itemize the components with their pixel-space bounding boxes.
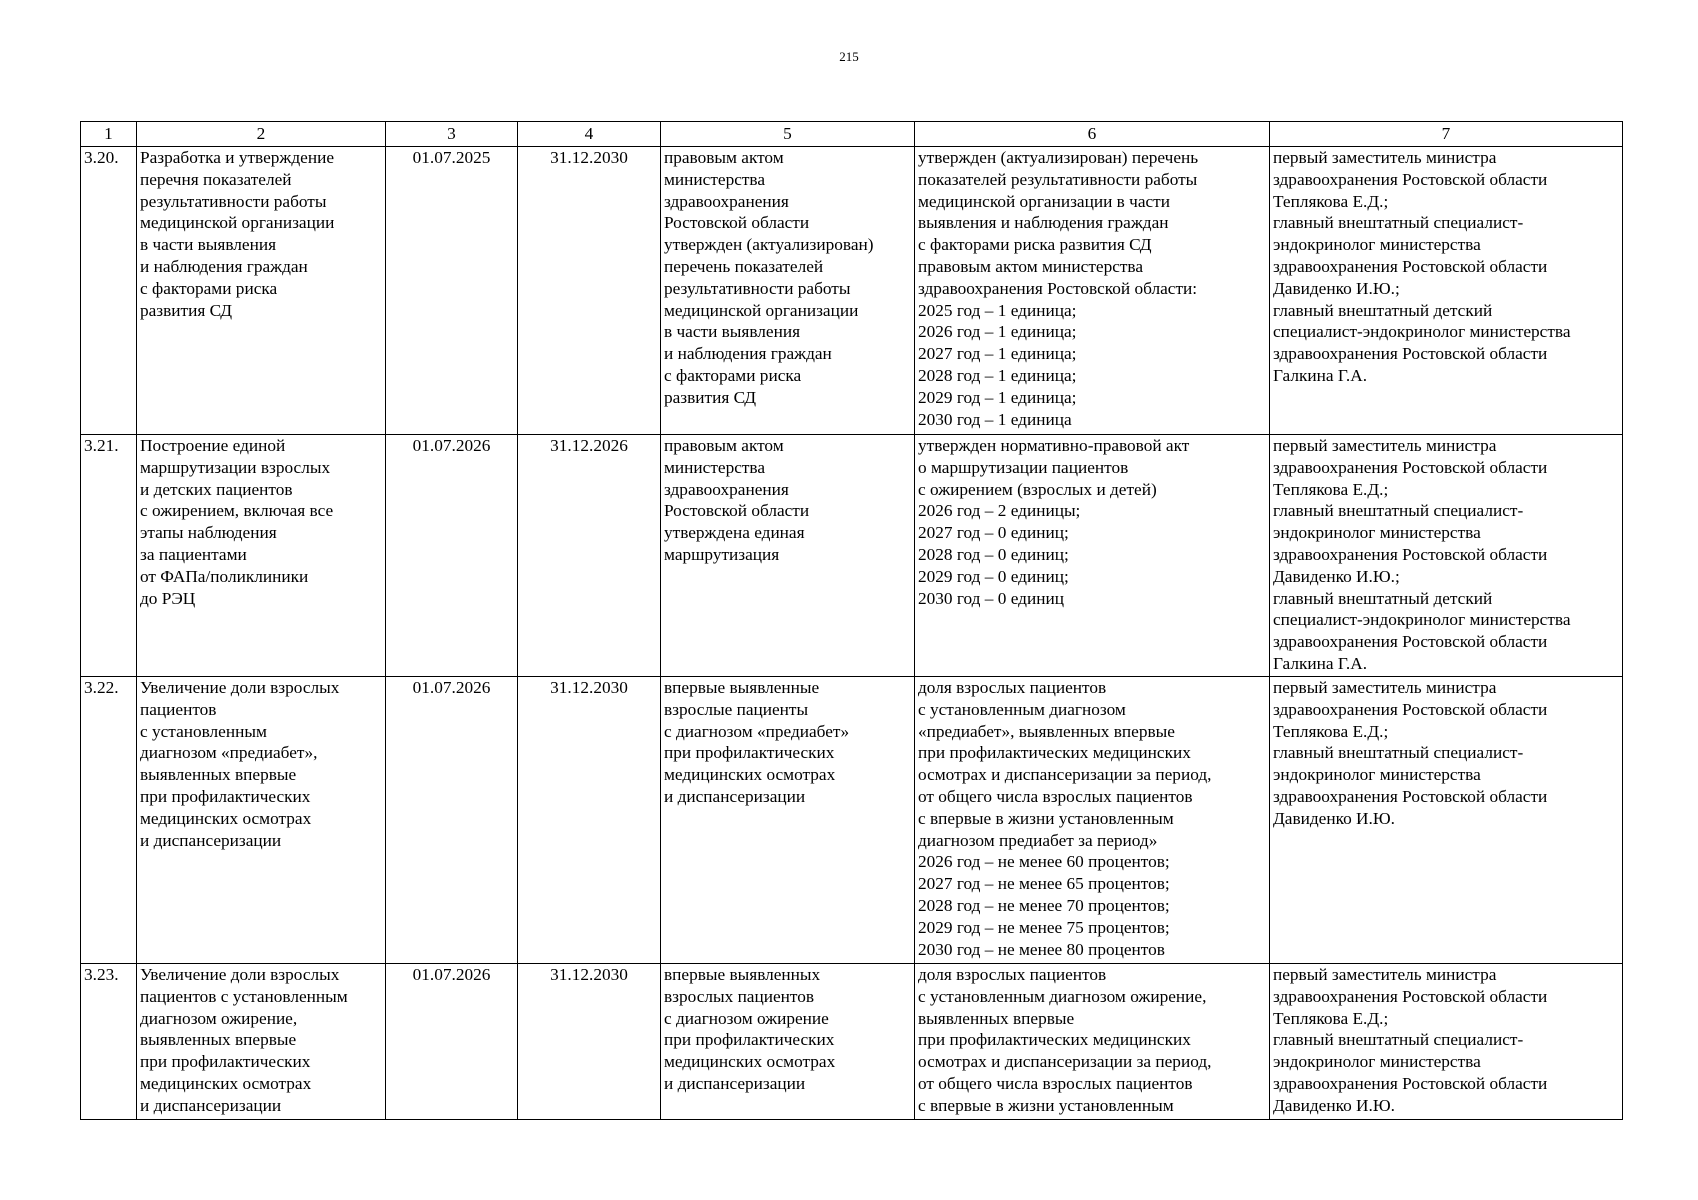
cell-line: главный внештатный детский: [1273, 300, 1493, 320]
cell-line: осмотрах и диспансеризации за период,: [918, 765, 1212, 785]
col-header-2: 2: [137, 122, 386, 147]
measure-name: [137, 964, 386, 1120]
cell-line: здравоохранения Ростовской области: [1273, 344, 1548, 364]
cell-line: здравоохранения Ростовской области: [1273, 256, 1548, 276]
start-date: 01.07.2026: [386, 677, 518, 964]
start-date: 01.07.2025: [386, 147, 518, 435]
cell-line: главный внештатный специалист-: [1273, 213, 1524, 233]
col-header-7: 7: [1270, 122, 1623, 147]
cell-line: в части выявления: [664, 322, 801, 342]
measure-name: [137, 435, 386, 677]
cell-line: министерства: [664, 169, 766, 189]
cell-line: при профилактических медицинских: [918, 743, 1191, 763]
col-header-4: 4: [518, 122, 661, 147]
indicator: [915, 435, 1270, 677]
cell-line: с факторами риска: [664, 365, 802, 385]
cell-line: здравоохранения: [664, 479, 789, 499]
cell-line: 2030 год – 0 единиц: [918, 588, 1064, 608]
cell-line: 2029 год – 1 единица;: [918, 387, 1077, 407]
cell-line: здравоохранения Ростовской области:: [918, 278, 1198, 298]
cell-line: выявленных впервые: [140, 1030, 297, 1050]
cell-line: результативности работы: [664, 278, 851, 298]
start-date: 01.07.2026: [386, 964, 518, 1120]
cell-line: здравоохранения Ростовской области: [1273, 632, 1548, 652]
cell-line: маршрутизация: [664, 544, 780, 564]
cell-line: маршрутизации взрослых: [140, 457, 331, 477]
cell-line: здравоохранения Ростовской области: [1273, 1073, 1548, 1093]
measure-name: [137, 147, 386, 435]
cell-line: Ростовской области: [664, 213, 810, 233]
cell-line: от ФАПа/поликлиники: [140, 566, 309, 586]
cell-line: впервые выявленные: [664, 678, 820, 697]
cell-line: специалист-эндокринолог министерства: [1273, 322, 1571, 342]
cell-line: Построение единой: [140, 436, 286, 455]
cell-line: утвержден (актуализирован) перечень: [918, 148, 1199, 167]
cell-line: доля взрослых пациентов: [918, 678, 1107, 697]
cell-line: 2028 год – 1 единица;: [918, 365, 1077, 385]
cell-line: 2030 год – 1 единица: [918, 409, 1072, 429]
cell-line: главный внештатный специалист-: [1273, 1030, 1524, 1050]
cell-line: здравоохранения Ростовской области: [1273, 544, 1548, 564]
cell-line: медицинской организации: [140, 213, 335, 233]
cell-line: с факторами риска развития СД: [918, 235, 1152, 255]
row-number: 3.23.: [81, 964, 137, 1120]
cell-line: здравоохранения Ростовской области: [1273, 786, 1548, 806]
cell-line: здравоохранения Ростовской области: [1273, 986, 1548, 1006]
cell-line: при профилактических: [664, 743, 835, 763]
cell-line: с установленным диагнозом: [918, 699, 1126, 719]
cell-line: при профилактических медицинских: [918, 1030, 1191, 1050]
cell-line: Галкина Г.А.: [1273, 653, 1368, 673]
cell-line: здравоохранения Ростовской области: [1273, 457, 1548, 477]
cell-line: медицинских осмотрах: [140, 1073, 312, 1093]
cell-line: здравоохранения Ростовской области: [1273, 169, 1548, 189]
measure-name: [137, 677, 386, 964]
row-number: 3.21.: [81, 435, 137, 677]
cell-line: от общего числа взрослых пациентов: [918, 786, 1193, 806]
cell-line: главный внештатный специалист-: [1273, 501, 1524, 521]
cell-line: доля взрослых пациентов: [918, 965, 1107, 984]
cell-line: «предиабет», выявленных впервые: [918, 721, 1175, 741]
responsible-persons: [1270, 147, 1623, 435]
cell-line: Давиденко И.Ю.;: [1273, 566, 1400, 586]
cell-line: Давиденко И.Ю.: [1273, 1095, 1395, 1115]
cell-line: 2026 год – 1 единица;: [918, 322, 1077, 342]
cell-line: в части выявления: [140, 235, 277, 255]
start-date: 01.07.2026: [386, 435, 518, 677]
cell-line: с установленным диагнозом ожирение,: [918, 986, 1207, 1006]
expected-result: [661, 677, 915, 964]
cell-line: Увеличение доли взрослых: [140, 965, 340, 984]
cell-line: перечня показателей: [140, 169, 292, 189]
cell-line: пациентов: [140, 699, 217, 719]
cell-line: первый заместитель министра: [1273, 678, 1497, 697]
page-number: 215: [839, 49, 859, 64]
cell-line: до РЭЦ: [140, 588, 196, 608]
header-row: [81, 122, 1623, 147]
cell-line: 2026 год – 2 единицы;: [918, 501, 1081, 521]
cell-line: с диагнозом ожирение: [664, 1008, 829, 1028]
cell-line: эндокринолог министерства: [1273, 235, 1481, 255]
cell-line: 2029 год – не менее 75 процентов;: [918, 917, 1170, 937]
indicator: [915, 677, 1270, 964]
table-row: [81, 147, 1623, 435]
cell-line: эндокринолог министерства: [1273, 523, 1481, 543]
cell-line: медицинской организации в части: [918, 191, 1170, 211]
cell-line: Разработка и утверждение: [140, 148, 335, 167]
cell-line: эндокринолог министерства: [1273, 765, 1481, 785]
cell-line: Теплякова Е.Д.;: [1273, 1008, 1389, 1028]
col-header-3: 3: [386, 122, 518, 147]
expected-result: [661, 964, 915, 1120]
cell-line: Галкина Г.А.: [1273, 365, 1368, 385]
cell-line: правовым актом: [664, 436, 784, 455]
cell-line: министерства: [664, 457, 766, 477]
cell-line: 2028 год – не менее 70 процентов;: [918, 895, 1170, 915]
cell-line: 2030 год – не менее 80 процентов: [918, 939, 1165, 959]
col-header-5: 5: [661, 122, 915, 147]
cell-line: выявленных впервые: [140, 765, 297, 785]
cell-line: правовым актом: [664, 148, 784, 167]
cell-line: пациентов с установленным: [140, 986, 348, 1006]
cell-line: и наблюдения граждан: [664, 344, 832, 364]
cell-line: Теплякова Е.Д.;: [1273, 721, 1389, 741]
cell-line: с ожирением (взрослых и детей): [918, 479, 1157, 499]
cell-line: Увеличение доли взрослых: [140, 678, 340, 697]
responsible-persons: [1270, 964, 1623, 1120]
cell-line: первый заместитель министра: [1273, 965, 1497, 984]
cell-line: Теплякова Е.Д.;: [1273, 479, 1389, 499]
cell-line: диагнозом «предиабет»,: [140, 743, 318, 763]
cell-line: впервые выявленных: [664, 965, 821, 984]
cell-line: и диспансеризации: [140, 830, 282, 850]
cell-line: перечень показателей: [664, 256, 824, 276]
cell-line: этапы наблюдения: [140, 523, 277, 543]
cell-line: утверждена единая: [664, 523, 805, 543]
cell-line: с установленным: [140, 721, 267, 741]
cell-line: медицинских осмотрах: [140, 808, 312, 828]
expected-result: [661, 147, 915, 435]
cell-line: эндокринолог министерства: [1273, 1052, 1481, 1072]
cell-line: результативности работы: [140, 191, 327, 211]
cell-line: осмотрах и диспансеризации за период,: [918, 1052, 1212, 1072]
responsible-persons: [1270, 435, 1623, 677]
cell-line: 2027 год – 0 единиц;: [918, 523, 1069, 543]
row-number: 3.22.: [81, 677, 137, 964]
responsible-persons: [1270, 677, 1623, 964]
end-date: 31.12.2030: [518, 964, 661, 1120]
cell-line: диагнозом предиабет за период»: [918, 830, 1158, 850]
cell-line: о маршрутизации пациентов: [918, 457, 1129, 477]
cell-line: при профилактических: [140, 1052, 311, 1072]
cell-line: с впервые в жизни установленным: [918, 1095, 1174, 1115]
cell-line: и детских пациентов: [140, 479, 293, 499]
cell-line: и диспансеризации: [140, 1095, 282, 1115]
table-row: [81, 435, 1623, 677]
cell-line: 2029 год – 0 единиц;: [918, 566, 1069, 586]
end-date: 31.12.2030: [518, 677, 661, 964]
cell-line: здравоохранения: [664, 191, 789, 211]
cell-line: 2028 год – 0 единиц;: [918, 544, 1069, 564]
cell-line: показателей результативности работы: [918, 169, 1198, 189]
cell-line: здравоохранения Ростовской области: [1273, 699, 1548, 719]
table-row: [81, 964, 1623, 1120]
cell-line: главный внештатный детский: [1273, 588, 1493, 608]
cell-line: медицинских осмотрах: [664, 765, 836, 785]
cell-line: 2027 год – не менее 65 процентов;: [918, 874, 1170, 894]
cell-line: при профилактических: [140, 786, 311, 806]
row-number: 3.20.: [81, 147, 137, 435]
cell-line: взрослых пациентов: [664, 986, 815, 1006]
cell-line: правовым актом министерства: [918, 256, 1144, 276]
cell-line: развития СД: [664, 387, 757, 407]
cell-line: Давиденко И.Ю.;: [1273, 278, 1400, 298]
expected-result: [661, 435, 915, 677]
cell-line: и диспансеризации: [664, 1073, 806, 1093]
cell-line: утвержден нормативно-правовой акт: [918, 436, 1190, 455]
cell-line: Давиденко И.Ю.: [1273, 808, 1395, 828]
indicator: [915, 147, 1270, 435]
col-header-1: 1: [81, 122, 137, 147]
cell-line: утвержден (актуализирован): [664, 235, 874, 255]
end-date: 31.12.2030: [518, 147, 661, 435]
cell-line: 2026 год – не менее 60 процентов;: [918, 852, 1170, 872]
cell-line: медицинских осмотрах: [664, 1052, 836, 1072]
cell-line: Ростовской области: [664, 501, 810, 521]
cell-line: с факторами риска: [140, 278, 278, 298]
measures-table: [80, 121, 1623, 1120]
indicator: [915, 964, 1270, 1120]
cell-line: за пациентами: [140, 544, 247, 564]
cell-line: и наблюдения граждан: [140, 256, 308, 276]
cell-line: с впервые в жизни установленным: [918, 808, 1174, 828]
cell-line: специалист-эндокринолог министерства: [1273, 610, 1571, 630]
cell-line: выявления и наблюдения граждан: [918, 213, 1169, 233]
cell-line: 2027 год – 1 единица;: [918, 344, 1077, 364]
cell-line: первый заместитель министра: [1273, 436, 1497, 455]
cell-line: с диагнозом «предиабет»: [664, 721, 850, 741]
cell-line: при профилактических: [664, 1030, 835, 1050]
cell-line: взрослые пациенты: [664, 699, 809, 719]
cell-line: диагнозом ожирение,: [140, 1008, 298, 1028]
cell-line: с ожирением, включая все: [140, 501, 334, 521]
cell-line: первый заместитель министра: [1273, 148, 1497, 167]
col-header-6: 6: [915, 122, 1270, 147]
cell-line: медицинской организации: [664, 300, 859, 320]
cell-line: Теплякова Е.Д.;: [1273, 191, 1389, 211]
cell-line: и диспансеризации: [664, 786, 806, 806]
cell-line: от общего числа взрослых пациентов: [918, 1073, 1193, 1093]
cell-line: 2025 год – 1 единица;: [918, 300, 1077, 320]
end-date: 31.12.2026: [518, 435, 661, 677]
table-row: [81, 677, 1623, 964]
cell-line: главный внештатный специалист-: [1273, 743, 1524, 763]
cell-line: выявленных впервые: [918, 1008, 1075, 1028]
cell-line: развития СД: [140, 300, 233, 320]
